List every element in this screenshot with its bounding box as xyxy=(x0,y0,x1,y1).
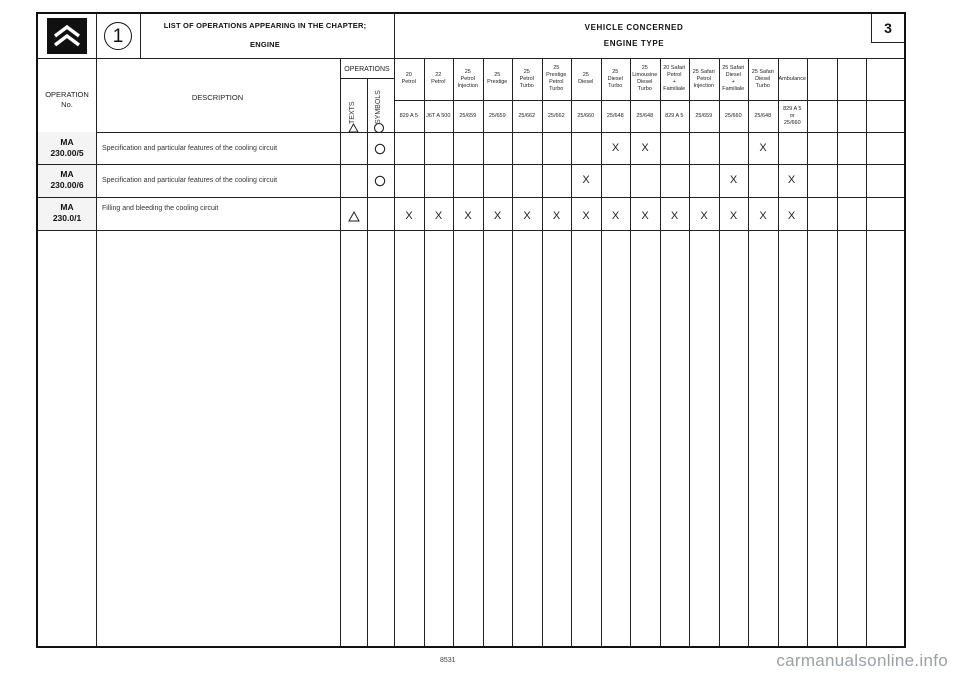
operation-number-line: MA xyxy=(60,137,74,147)
engine-type: 25/648 xyxy=(754,113,772,119)
operations-header: OPERATIONS xyxy=(344,66,390,73)
watermark: carmanualsonline.info xyxy=(776,651,948,670)
vehicle-name xyxy=(660,65,690,93)
op-line-a xyxy=(38,164,96,165)
operation-number-line: MA xyxy=(60,169,74,179)
operation-description: Specification and particular features of the cooling circuit xyxy=(102,177,278,184)
applicability-mark: X xyxy=(582,210,590,222)
op-line-b xyxy=(38,197,96,198)
vehicle-name-line: Diesel xyxy=(607,75,623,82)
vehicle-name-line: 25 xyxy=(582,72,589,78)
triangle-icon xyxy=(348,211,360,223)
engine-type: 829 A 5 xyxy=(399,113,418,119)
vehicle-name-line: + xyxy=(672,79,676,85)
operation-no-header xyxy=(38,90,96,110)
applicability-mark: X xyxy=(405,210,413,222)
operation-number xyxy=(38,169,96,191)
applicability-mark: X xyxy=(787,210,796,222)
applicability-mark: X xyxy=(670,210,679,222)
vehicle-name xyxy=(748,69,778,90)
applicability-mark: X xyxy=(434,210,443,222)
vehicle-name-line: Injection xyxy=(457,82,478,89)
main-divider xyxy=(394,14,395,646)
applicability-mark: X xyxy=(552,210,561,222)
row-line-2 xyxy=(38,197,904,198)
vehicle-col-line xyxy=(571,58,572,646)
vehicle-name xyxy=(394,72,424,86)
vehicle-name-line: 25 xyxy=(523,68,530,75)
operation-number xyxy=(38,202,96,224)
vehicle-name-line: Injection xyxy=(693,82,714,89)
vehicle-name-line: + xyxy=(731,79,735,85)
operation-number-line: 230.0/1 xyxy=(52,213,82,223)
vehicle-name-line: Turbo xyxy=(519,82,534,89)
operation-description: Filling and bleeding the cooling circuit xyxy=(102,205,219,212)
engine-type: 25/660 xyxy=(724,113,742,119)
vehicle-name-line: Prestige xyxy=(546,72,567,78)
vehicle-col-line xyxy=(807,58,808,646)
symbols-header: SYMBOLS xyxy=(375,90,382,124)
circle-icon xyxy=(374,175,386,187)
vehicle-col-line xyxy=(689,58,690,646)
engine-type-line: 829 A 5 xyxy=(783,106,802,112)
engine-type xyxy=(778,106,808,127)
vehicle-name-line: 25 xyxy=(553,65,560,71)
vehicle-name-line: 25 xyxy=(641,65,648,71)
applicability-mark: X xyxy=(641,210,649,222)
vehicle-name xyxy=(453,69,483,90)
vehicle-col-line xyxy=(719,58,720,646)
applicability-mark: X xyxy=(493,210,502,222)
applicability-mark: X xyxy=(787,174,796,186)
vehicle-name xyxy=(424,72,454,86)
applicability-mark: X xyxy=(464,210,472,222)
vehicle-name-line: 20 Safari xyxy=(663,65,686,71)
vehicle-name xyxy=(689,69,719,90)
chapter-subtitle: ENGINE xyxy=(250,40,280,49)
vehicle-name-line: Turbo xyxy=(637,86,652,92)
vehicle-name-line: Diesel xyxy=(578,79,594,85)
engine-type-title: ENGINE TYPE xyxy=(603,39,665,48)
double-chevron-icon xyxy=(52,23,82,49)
applicability-mark: X xyxy=(759,142,767,154)
circle-icon xyxy=(374,143,386,155)
applicability-mark: X xyxy=(759,210,767,222)
header-divider xyxy=(38,58,904,59)
chapter-number-badge xyxy=(96,14,141,58)
row-line-3 xyxy=(38,230,904,231)
engine-type: 25/659 xyxy=(459,113,477,119)
vehicle-name-line: Petrol xyxy=(696,75,711,82)
engine-type: 25/660 xyxy=(577,113,595,119)
vehicle-name-line: Petrol xyxy=(460,75,475,82)
vehicle-col-line xyxy=(837,58,838,646)
vehicle-name xyxy=(719,65,749,93)
vehicle-name-line: 25 xyxy=(494,72,501,78)
vehicle-name-line: Petrol xyxy=(519,75,534,82)
applicability-mark: X xyxy=(729,210,738,222)
vehicle-name-line: Familiale xyxy=(722,86,745,92)
vehicle-name xyxy=(542,65,572,93)
vehicle-name-line: Petrol xyxy=(667,72,682,78)
applicability-mark: X xyxy=(582,174,590,186)
engine-type: 25/648 xyxy=(636,113,654,119)
vehicle-col-line xyxy=(630,58,631,646)
applicability-mark: X xyxy=(641,142,649,154)
vehicle-name-line: Ambulance xyxy=(778,75,807,82)
vehicle-col-line xyxy=(601,58,602,646)
vehicle-name-line: Diesel xyxy=(755,75,771,82)
vehicle-name-line: 25 xyxy=(612,68,619,75)
engine-type: 25/662 xyxy=(518,113,536,119)
vehicle-name xyxy=(483,72,513,86)
row-line-1 xyxy=(38,164,904,165)
vehicle-col-line xyxy=(748,58,749,646)
operation-number-line: 230.00/5 xyxy=(50,148,84,158)
vehicle-name-line: Limousine xyxy=(632,72,658,78)
page-code: 8531 xyxy=(440,657,456,664)
vehicle-name xyxy=(630,65,660,93)
vehicle-name-line: 25 Safari xyxy=(722,65,745,71)
vehicle-name-line: Diesel xyxy=(637,79,653,85)
applicability-mark: X xyxy=(700,210,708,222)
engine-type: 25/659 xyxy=(695,113,713,119)
vehicle-name-line: 25 Safari xyxy=(751,68,774,75)
engine-type: 25/659 xyxy=(488,113,506,119)
applicability-mark: X xyxy=(729,174,738,186)
vehicle-name-line: Turbo xyxy=(549,86,564,92)
engine-type: 25/648 xyxy=(606,113,624,119)
col-line-opno xyxy=(96,58,97,646)
vehicle-name-line: Turbo xyxy=(608,82,623,89)
vehicle-name-line: 25 Safari xyxy=(692,68,715,75)
vehicle-name xyxy=(512,69,542,90)
operations-sheet xyxy=(36,12,906,648)
vehicle-col-line xyxy=(778,58,779,646)
operation-number-line: 230.00/6 xyxy=(50,180,84,190)
vehicle-col-line xyxy=(542,58,543,646)
citroen-logo xyxy=(38,14,97,58)
operation-header-line2: No. xyxy=(61,100,73,109)
vehicle-col-line xyxy=(866,58,867,646)
operation-number-line: MA xyxy=(60,202,74,212)
vehicle-name-line: Familiale xyxy=(663,86,686,92)
applicability-mark: X xyxy=(523,210,531,222)
engine-type-line: 25/660 xyxy=(783,120,801,126)
chapter-title: LIST OF OPERATIONS APPEARING IN THE CHAPTER; xyxy=(163,21,367,30)
vehicle-name-line: Petrol xyxy=(431,79,446,85)
vehicle-name xyxy=(571,72,601,86)
col-line-desc xyxy=(340,58,341,646)
vehicle-col-line xyxy=(483,58,484,646)
page-number: 3 xyxy=(871,14,904,43)
engine-line xyxy=(394,100,904,101)
engine-type-line: or xyxy=(789,113,795,119)
applicability-mark: X xyxy=(611,210,620,222)
description-header: DESCRIPTION xyxy=(191,93,244,102)
vehicle-col-line xyxy=(424,58,425,646)
vehicle-name xyxy=(778,76,808,83)
header-bottom-line xyxy=(38,132,904,133)
operations-subline xyxy=(340,78,394,79)
engine-type: 829 A 5 xyxy=(665,113,684,119)
vehicle-name-line: 20 xyxy=(405,72,412,78)
operation-number xyxy=(38,137,96,159)
vehicle-col-line xyxy=(453,58,454,646)
vehicle-concerned-title: VEHICLE CONCERNED xyxy=(584,23,684,32)
texts-header: TEXTS xyxy=(349,101,356,124)
vehicle-col-line xyxy=(660,58,661,646)
applicability-mark: X xyxy=(611,142,620,154)
engine-type: 25/662 xyxy=(547,113,565,119)
vehicle-col-line xyxy=(512,58,513,646)
vehicle-name-line: Turbo xyxy=(755,82,770,89)
operation-header-line1: OPERATION xyxy=(45,90,89,99)
chapter-number: 1 xyxy=(104,22,132,50)
vehicle-name-line: Prestige xyxy=(487,79,508,85)
vehicle-name xyxy=(601,69,631,90)
vehicle-name-line: Diesel xyxy=(725,72,741,78)
vehicle-name-line: Petrol xyxy=(549,79,564,85)
vehicle-name-line: 22 xyxy=(435,72,442,78)
operation-description: Specification and particular features of the cooling circuit xyxy=(102,145,278,152)
engine-type: J6T A 500 xyxy=(426,113,451,119)
vehicle-name-line: Petrol xyxy=(401,79,416,85)
vehicle-name-line: 25 xyxy=(464,68,471,75)
